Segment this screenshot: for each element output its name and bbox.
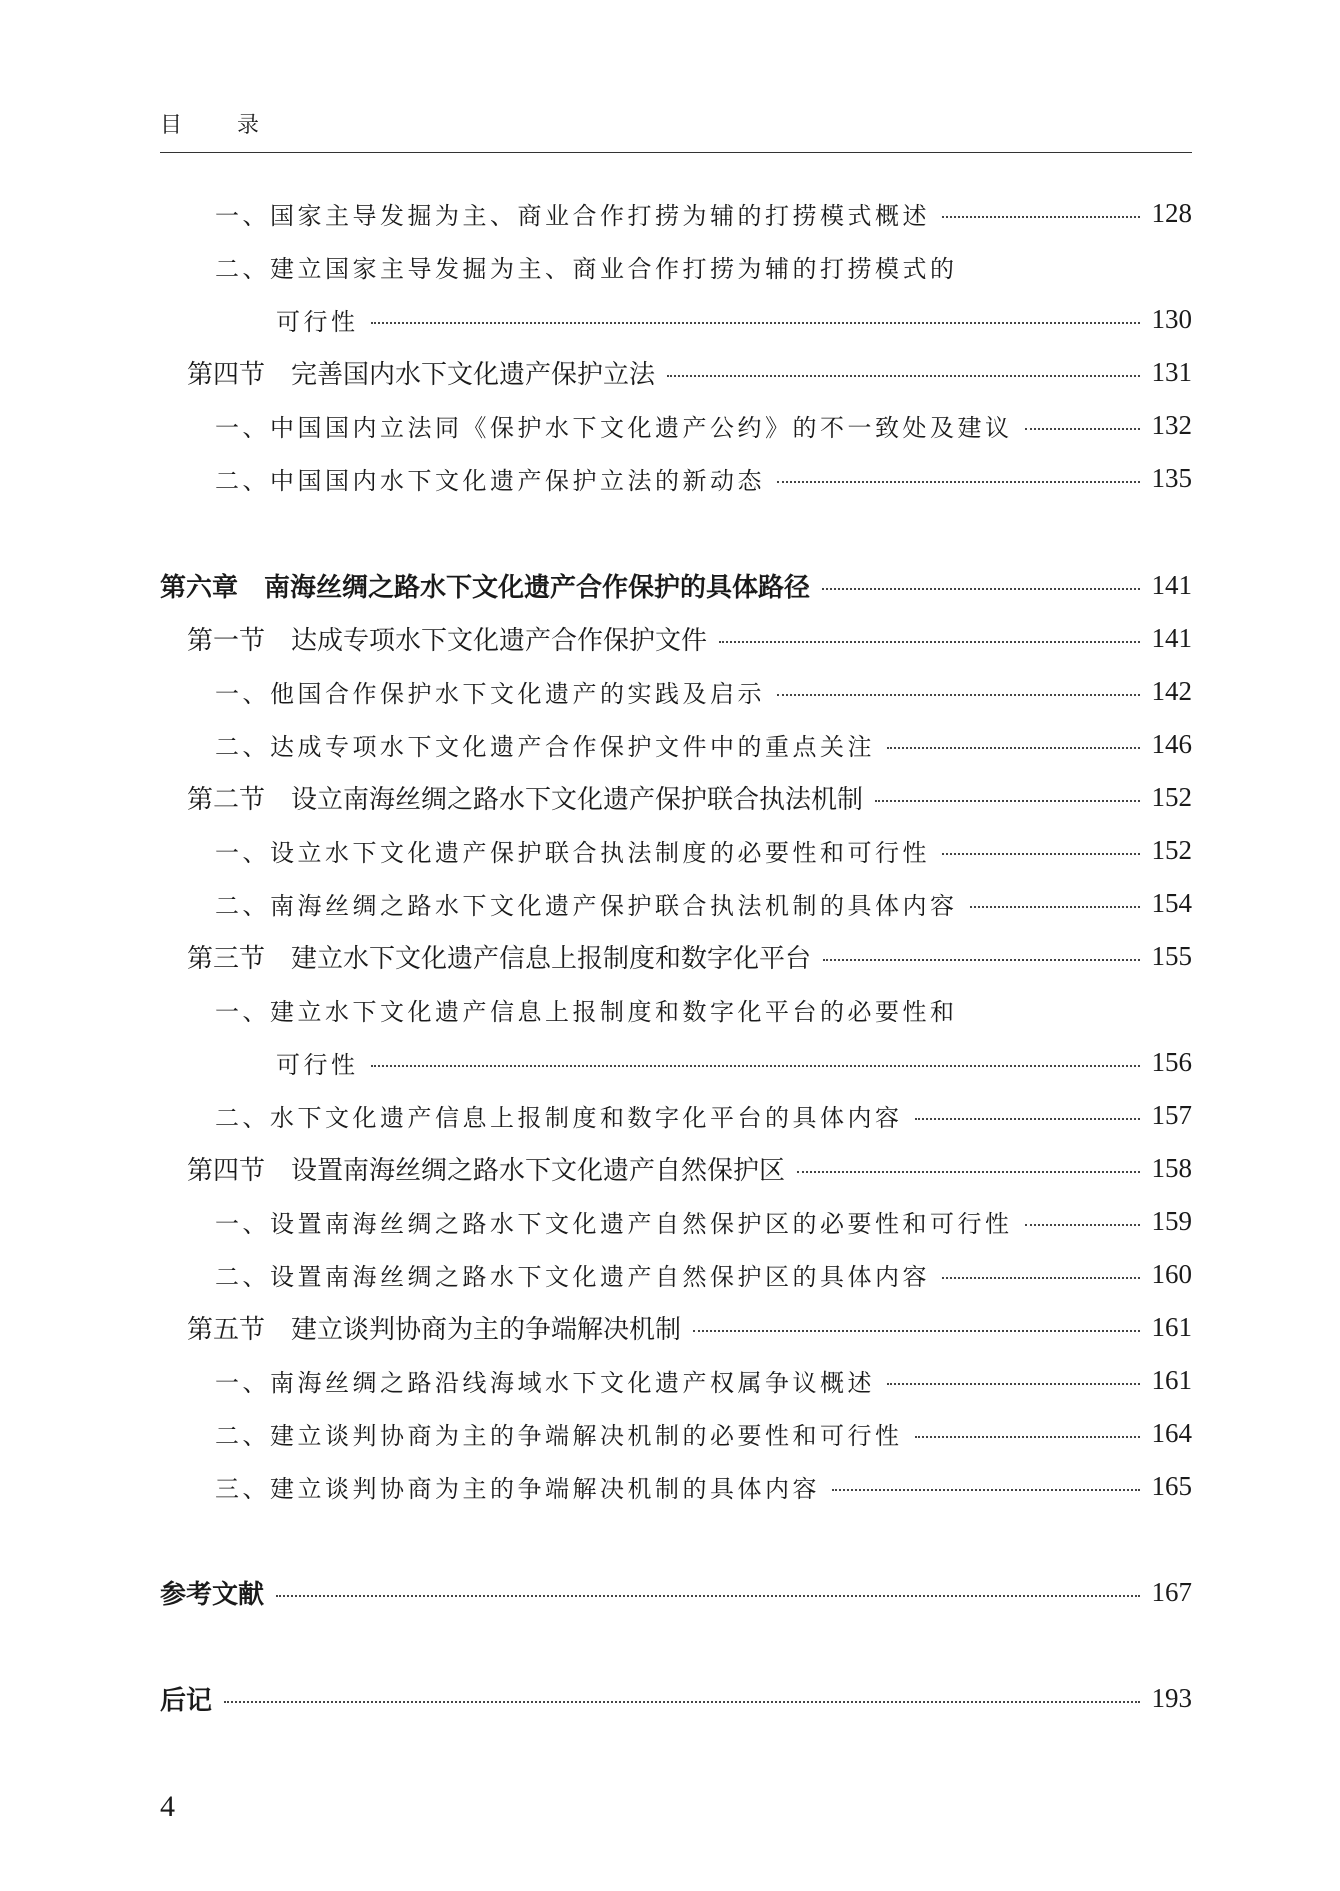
toc-entry-title: 可行性: [276, 307, 359, 336]
toc-entry[interactable]: [215, 1254, 1192, 1294]
toc-entry-title: 一、设置南海丝绸之路水下文化遗产自然保护区的必要性和可行性: [215, 1209, 1013, 1238]
toc-entry[interactable]: [215, 724, 1192, 764]
toc-entry-title: 二、达成专项水下文化遗产合作保护文件中的重点关注: [215, 732, 875, 761]
toc-entry[interactable]: [215, 246, 958, 286]
toc-entry[interactable]: [215, 1201, 1192, 1241]
leader-dots: [797, 1171, 1139, 1173]
toc-entry-page: 161: [1151, 1364, 1192, 1395]
leader-dots: [371, 1065, 1140, 1067]
leader-dots: [667, 375, 1139, 377]
leader-dots: [822, 588, 1139, 590]
toc-entry-page: 130: [1151, 303, 1192, 334]
toc-chapter-title: 后记: [160, 1685, 213, 1716]
leader-dots: [224, 1701, 1139, 1703]
leader-dots: [942, 853, 1140, 855]
leader-dots: [875, 800, 1139, 802]
toc-entry-page: 164: [1151, 1417, 1192, 1448]
toc-section[interactable]: [187, 1307, 1192, 1347]
page-number: 4: [160, 1790, 175, 1823]
toc-entry-title: 二、设置南海丝绸之路水下文化遗产自然保护区的具体内容: [215, 1262, 930, 1291]
toc-entry[interactable]: [215, 671, 1192, 711]
toc-entry-page: 159: [1151, 1205, 1192, 1236]
toc-entry-page: 156: [1151, 1046, 1192, 1077]
toc-entry[interactable]: [276, 1042, 1192, 1082]
toc-entry[interactable]: [215, 830, 1192, 870]
leader-dots: [942, 216, 1140, 218]
toc-entry-title: 一、设立水下文化遗产保护联合执法制度的必要性和可行性: [215, 838, 930, 867]
toc-entry-page: 160: [1151, 1258, 1192, 1289]
toc-entry-page: 135: [1151, 462, 1192, 493]
toc-section[interactable]: [187, 1148, 1192, 1188]
leader-dots: [276, 1595, 1139, 1597]
toc-entry-title: 一、他国合作保护水下文化遗产的实践及启示: [215, 679, 765, 708]
toc-chapter[interactable]: [160, 1572, 1192, 1612]
toc-entry-title: 二、建立国家主导发掘为主、商业合作打捞为辅的打捞模式的: [215, 254, 958, 283]
toc-section[interactable]: [187, 618, 1192, 658]
toc-entry[interactable]: [215, 1466, 1192, 1506]
toc-entry[interactable]: [215, 1360, 1192, 1400]
toc-section-page: 131: [1151, 356, 1192, 387]
toc-entry-title: 二、水下文化遗产信息上报制度和数字化平台的具体内容: [215, 1103, 903, 1132]
leader-dots: [777, 694, 1140, 696]
leader-dots: [970, 906, 1140, 908]
toc-entry-title: 一、中国国内立法同《保护水下文化遗产公约》的不一致处及建议: [215, 413, 1013, 442]
leader-dots: [693, 1330, 1139, 1332]
leader-dots: [887, 747, 1140, 749]
leader-dots: [942, 1277, 1140, 1279]
toc-chapter[interactable]: [160, 1678, 1192, 1718]
toc-entry-page: 142: [1151, 675, 1192, 706]
toc-entry[interactable]: [215, 405, 1192, 445]
toc-entry-page: 146: [1151, 728, 1192, 759]
toc-section-page: 158: [1151, 1152, 1192, 1183]
toc-section[interactable]: [187, 777, 1192, 817]
toc-entry[interactable]: [215, 989, 958, 1029]
toc-section-title: 第四节 完善国内水下文化遗产保护立法: [187, 359, 656, 390]
toc-chapter-title: 参考文献: [160, 1579, 265, 1610]
leader-dots: [823, 959, 1139, 961]
toc-entry-page: 154: [1151, 887, 1192, 918]
toc-chapter-page: 141: [1151, 569, 1192, 600]
toc-section-title: 第一节 达成专项水下文化遗产合作保护文件: [187, 625, 708, 656]
leader-dots: [1025, 1224, 1140, 1226]
leader-dots: [915, 1436, 1140, 1438]
leader-dots: [371, 322, 1140, 324]
toc-section-title: 第三节 建立水下文化遗产信息上报制度和数字化平台: [187, 943, 812, 974]
toc-section-title: 第二节 设立南海丝绸之路水下文化遗产保护联合执法机制: [187, 784, 864, 815]
leader-dots: [1025, 428, 1140, 430]
toc-section-page: 155: [1151, 940, 1192, 971]
toc-section-page: 152: [1151, 781, 1192, 812]
toc-entry-title: 三、建立谈判协商为主的争端解决机制的具体内容: [215, 1474, 820, 1503]
toc-entry[interactable]: [215, 193, 1192, 233]
toc-section-page: 141: [1151, 622, 1192, 653]
toc-entry-title: 二、建立谈判协商为主的争端解决机制的必要性和可行性: [215, 1421, 903, 1450]
toc-section[interactable]: [187, 936, 1192, 976]
toc-chapter-page: 167: [1151, 1576, 1192, 1607]
leader-dots: [719, 641, 1139, 643]
toc-entry[interactable]: [215, 1095, 1192, 1135]
toc-entry-title: 二、南海丝绸之路水下文化遗产保护联合执法机制的具体内容: [215, 891, 958, 920]
toc-chapter[interactable]: [160, 565, 1192, 605]
toc-chapter-title: 第六章 南海丝绸之路水下文化遗产合作保护的具体路径: [160, 572, 811, 603]
toc-entry[interactable]: [215, 883, 1192, 923]
toc-entry-page: 128: [1151, 197, 1192, 228]
toc-section-title: 第五节 建立谈判协商为主的争端解决机制: [187, 1314, 682, 1345]
toc-entry-page: 132: [1151, 409, 1192, 440]
toc-entry-page: 165: [1151, 1470, 1192, 1501]
toc-entry[interactable]: [276, 299, 1192, 339]
leader-dots: [887, 1383, 1140, 1385]
header-char-1: 目: [160, 113, 183, 138]
toc-entry-title: 一、南海丝绸之路沿线海域水下文化遗产权属争议概述: [215, 1368, 875, 1397]
leader-dots: [777, 481, 1140, 483]
toc-entry-title: 二、中国国内水下文化遗产保护立法的新动态: [215, 466, 765, 495]
toc-entry-page: 157: [1151, 1099, 1192, 1130]
leader-dots: [915, 1118, 1140, 1120]
toc-entry-title: 可行性: [276, 1050, 359, 1079]
toc-section-title: 第四节 设置南海丝绸之路水下文化遗产自然保护区: [187, 1155, 786, 1186]
toc-chapter-page: 193: [1151, 1682, 1192, 1713]
toc-entry-title: 一、建立水下文化遗产信息上报制度和数字化平台的必要性和: [215, 997, 958, 1026]
toc-entry-title: 一、国家主导发掘为主、商业合作打捞为辅的打捞模式概述: [215, 201, 930, 230]
header-char-2: 录: [237, 113, 260, 138]
toc-entry[interactable]: [215, 458, 1192, 498]
toc-entry[interactable]: [215, 1413, 1192, 1453]
leader-dots: [832, 1489, 1140, 1491]
toc-section[interactable]: [187, 352, 1192, 392]
toc-section-page: 161: [1151, 1311, 1192, 1342]
toc-entry-page: 152: [1151, 834, 1192, 865]
